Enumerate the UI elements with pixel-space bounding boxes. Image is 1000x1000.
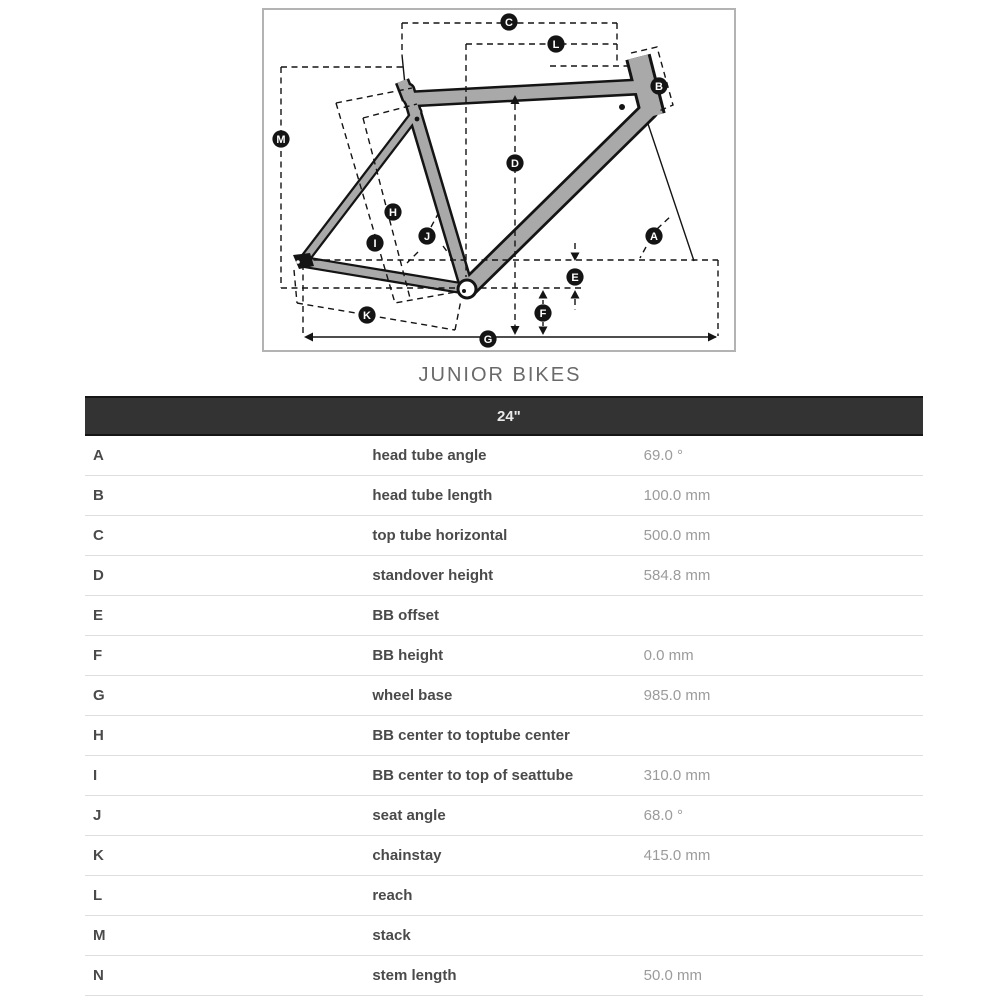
seatcluster-dot [415,117,420,122]
row-value: 69.0 ° [644,435,923,476]
diagram-marker-letter: H [389,207,397,219]
row-label: stem length [364,956,643,996]
row-value: 50.0 mm [644,956,923,996]
table-row [85,796,923,836]
row-letter: F [85,636,364,676]
row-label: reach [364,876,643,916]
table-row [85,876,923,916]
row-value: 68.0 ° [644,796,923,836]
row-letter: H [85,716,364,756]
row-value: 584.8 mm [644,556,923,596]
diagram-marker-letter: A [650,231,658,243]
bike-geometry-diagram [0,0,1000,355]
row-label: BB height [364,636,643,676]
diagram-marker-letter: I [373,238,377,250]
diagram-marker-letter: G [483,334,493,346]
row-value: 100.0 mm [644,476,923,516]
row-value [644,876,923,916]
row-label: head tube angle [364,435,643,476]
row-label: head tube length [364,476,643,516]
table-row [85,716,923,756]
row-letter: C [85,516,364,556]
row-label: top tube horizontal [364,516,643,556]
headtube-port-dot [619,104,625,110]
diagram-marker-letter: E [571,272,579,284]
row-letter: I [85,756,364,796]
row-value: 500.0 mm [644,516,923,556]
row-label: seat angle [364,796,643,836]
row-value [644,716,923,756]
table-row [85,676,923,716]
row-value: 0.0 mm [644,636,923,676]
row-label: standover height [364,556,643,596]
table-row [85,836,923,876]
row-label: chainstay [364,836,643,876]
row-letter: E [85,596,364,636]
diagram-marker-letter: L [552,39,560,51]
diagram-marker-letter: K [363,310,371,322]
diagram-marker-letter: J [423,231,431,243]
table-row [85,516,923,556]
diagram-marker-letter: M [276,134,286,146]
geometry-table [85,396,923,996]
geometry-diagram-section [0,0,1000,355]
table-row [85,916,923,956]
table-row [85,476,923,516]
diagram-marker-letter: C [505,17,513,29]
row-value [644,596,923,636]
row-value: 310.0 mm [644,756,923,796]
table-row [85,956,923,996]
table-row [85,756,923,796]
row-letter: D [85,556,364,596]
diagram-marker-letter: B [655,81,663,93]
row-letter: G [85,676,364,716]
bottom-bracket-circle [458,280,476,298]
row-label: BB center to top of seattube [364,756,643,796]
table-row [85,636,923,676]
row-letter: N [85,956,364,996]
row-label: wheel base [364,676,643,716]
row-letter: K [85,836,364,876]
row-value: 985.0 mm [644,676,923,716]
row-label: BB center to toptube center [364,716,643,756]
row-value [644,916,923,956]
geometry-table-head [85,397,923,435]
geometry-table-body [85,435,923,996]
size-header-cell: 24" [85,397,923,435]
row-letter: B [85,476,364,516]
size-header-row [85,397,923,435]
row-letter: L [85,876,364,916]
row-label: stack [364,916,643,956]
page-title: JUNIOR BIKES [418,364,582,386]
row-letter: A [85,435,364,476]
diagram-marker-letter: D [511,158,519,170]
table-row [85,596,923,636]
table-row [85,556,923,596]
bottom-bracket-dot [462,289,466,293]
row-letter: J [85,796,364,836]
diagram-marker-letter: F [539,308,547,320]
table-row [85,435,923,476]
row-letter: M [85,916,364,956]
row-value: 415.0 mm [644,836,923,876]
diagram-panel-border [263,9,735,351]
dropout-hole [296,260,300,264]
row-label: BB offset [364,596,643,636]
